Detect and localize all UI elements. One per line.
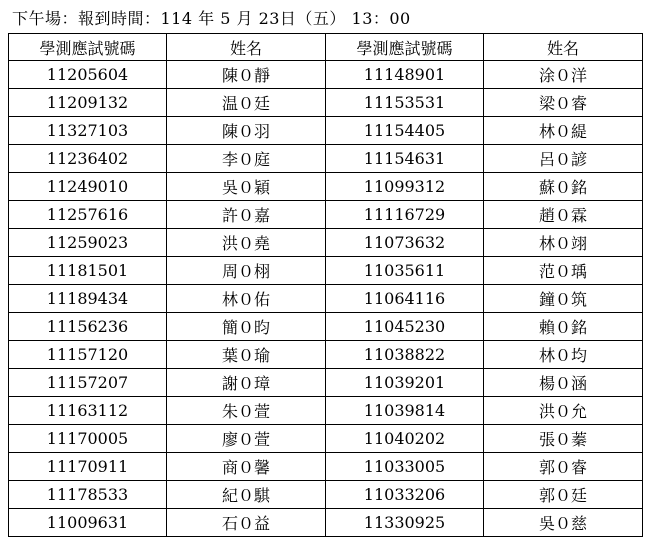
name-cell: 葉０瑜	[167, 341, 326, 369]
table-row	[9, 481, 643, 509]
name-cell: 吳０穎	[167, 173, 326, 201]
name-cell: 林０佑	[167, 285, 326, 313]
exam-number-cell: 11257616	[9, 201, 167, 229]
exam-number-cell: 11038822	[326, 341, 484, 369]
exam-number-cell: 11148901	[326, 61, 484, 89]
name-cell: 呂０諺	[484, 145, 643, 173]
name-cell: 林０翊	[484, 229, 643, 257]
exam-number-cell: 11040202	[326, 425, 484, 453]
exam-number-cell: 11205604	[9, 61, 167, 89]
header-name-left: 姓名	[167, 34, 326, 61]
exam-number-cell: 11099312	[326, 173, 484, 201]
name-cell: 賴０銘	[484, 313, 643, 341]
name-cell: 張０蓁	[484, 425, 643, 453]
header-name-right: 姓名	[484, 34, 643, 61]
exam-number-cell: 11153531	[326, 89, 484, 117]
name-cell: 林０緹	[484, 117, 643, 145]
exam-number-cell: 11236402	[9, 145, 167, 173]
name-cell: 林０均	[484, 341, 643, 369]
name-cell: 郭０廷	[484, 481, 643, 509]
exam-number-cell: 11170911	[9, 453, 167, 481]
name-cell: 鐘０筑	[484, 285, 643, 313]
exam-number-cell: 11249010	[9, 173, 167, 201]
exam-number-cell: 11073632	[326, 229, 484, 257]
name-cell: 范０瑀	[484, 257, 643, 285]
name-cell: 商０馨	[167, 453, 326, 481]
name-cell: 朱０萱	[167, 397, 326, 425]
exam-number-cell: 11156236	[9, 313, 167, 341]
name-cell: 周０栩	[167, 257, 326, 285]
header-exam-number-right: 學測應試號碼	[326, 34, 484, 61]
name-cell: 陳０靜	[167, 61, 326, 89]
exam-number-cell: 11045230	[326, 313, 484, 341]
table-row	[9, 509, 643, 537]
exam-number-cell: 11209132	[9, 89, 167, 117]
exam-number-cell: 11033005	[326, 453, 484, 481]
exam-number-cell: 11157207	[9, 369, 167, 397]
table-row	[9, 285, 643, 313]
table-row	[9, 61, 643, 89]
name-cell: 許０嘉	[167, 201, 326, 229]
table-row	[9, 453, 643, 481]
table-row	[9, 257, 643, 285]
exam-number-cell: 11154631	[326, 145, 484, 173]
header-row	[9, 34, 643, 61]
table-row	[9, 117, 643, 145]
table-row	[9, 341, 643, 369]
exam-number-cell: 11178533	[9, 481, 167, 509]
name-cell: 洪０堯	[167, 229, 326, 257]
exam-number-cell: 11170005	[9, 425, 167, 453]
name-cell: 陳０羽	[167, 117, 326, 145]
name-cell: 洪０允	[484, 397, 643, 425]
session-heading: 下午場：報到時間：114 年 5 月 23日（五） 13：00	[12, 9, 411, 28]
exam-number-cell: 11039201	[326, 369, 484, 397]
name-cell: 吳０慈	[484, 509, 643, 537]
name-cell: 廖０萱	[167, 425, 326, 453]
exam-number-cell: 11189434	[9, 285, 167, 313]
exam-number-cell: 11033206	[326, 481, 484, 509]
exam-number-cell: 11157120	[9, 341, 167, 369]
name-cell: 梁０睿	[484, 89, 643, 117]
name-cell: 郭０睿	[484, 453, 643, 481]
name-cell: 謝０璋	[167, 369, 326, 397]
name-cell: 趙０霖	[484, 201, 643, 229]
exam-number-cell: 11259023	[9, 229, 167, 257]
table-row	[9, 397, 643, 425]
examinee-roster-table	[8, 33, 643, 537]
exam-number-cell: 11064116	[326, 285, 484, 313]
table-row	[9, 201, 643, 229]
table-row	[9, 89, 643, 117]
table-row	[9, 229, 643, 257]
exam-number-cell: 11154405	[326, 117, 484, 145]
table-row	[9, 145, 643, 173]
exam-number-cell: 11039814	[326, 397, 484, 425]
table-row	[9, 313, 643, 341]
exam-number-cell: 11163112	[9, 397, 167, 425]
exam-number-cell: 11181501	[9, 257, 167, 285]
exam-number-cell: 11330925	[326, 509, 484, 537]
header-exam-number-left: 學測應試號碼	[9, 34, 167, 61]
name-cell: 涂０洋	[484, 61, 643, 89]
name-cell: 温０廷	[167, 89, 326, 117]
name-cell: 蘇０銘	[484, 173, 643, 201]
name-cell: 紀０騏	[167, 481, 326, 509]
exam-number-cell: 11116729	[326, 201, 484, 229]
name-cell: 石０益	[167, 509, 326, 537]
name-cell: 李０庭	[167, 145, 326, 173]
name-cell: 楊０涵	[484, 369, 643, 397]
table-row	[9, 173, 643, 201]
name-cell: 簡０昀	[167, 313, 326, 341]
exam-number-cell: 11035611	[326, 257, 484, 285]
table-row	[9, 369, 643, 397]
table-row	[9, 425, 643, 453]
exam-number-cell: 11327103	[9, 117, 167, 145]
exam-number-cell: 11009631	[9, 509, 167, 537]
